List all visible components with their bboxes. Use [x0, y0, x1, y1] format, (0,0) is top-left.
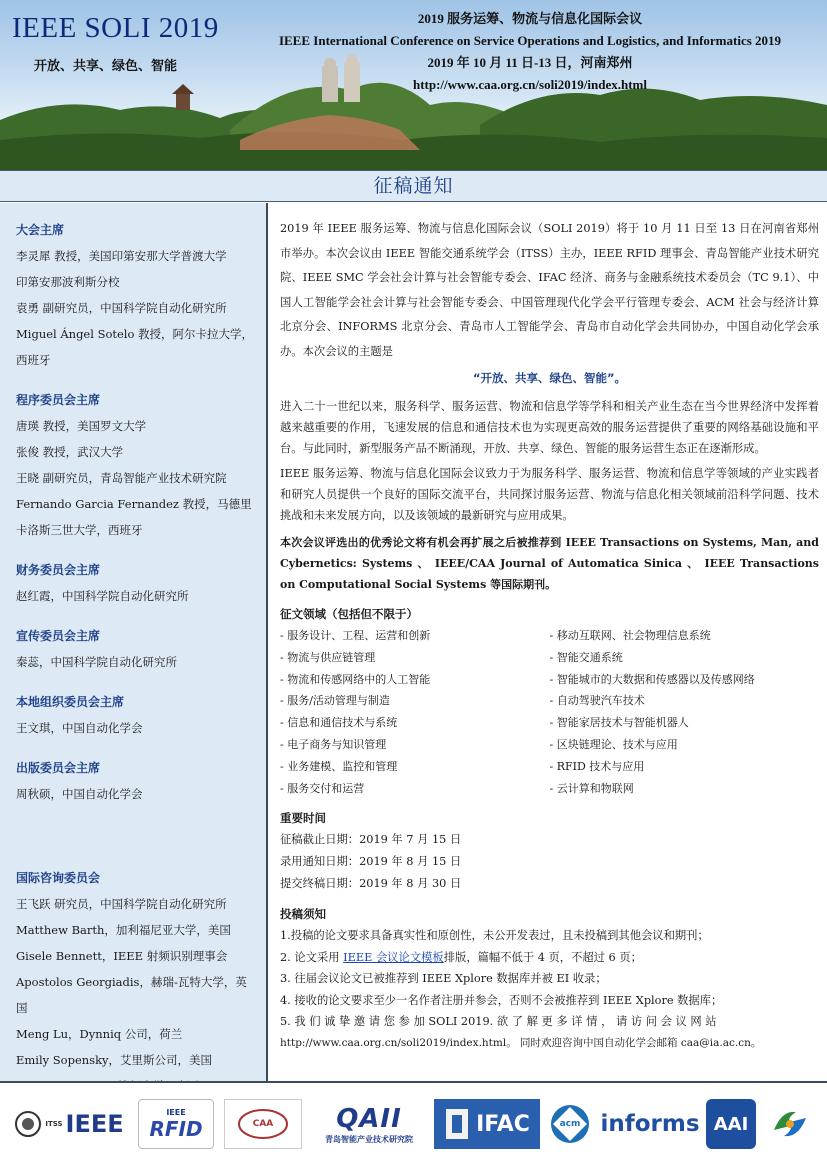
- conference-name-cn: 2019 服务运筹、物流与信息化国际会议: [417, 11, 643, 26]
- topics-column-right: [550, 625, 820, 799]
- advisory-committee-section: [16, 865, 258, 1099]
- spacer: [16, 821, 258, 865]
- topic-item: - 电子商务与知识管理: [280, 734, 550, 756]
- topics-column-left: [280, 625, 550, 799]
- topic-item: - 服务交付和运营: [280, 778, 550, 800]
- guideline-text: 排版，篇幅不低于 4 页，不超过 6 页；: [443, 950, 642, 964]
- background-paragraph: 进入二十一世纪以来，服务科学、服务运营、物流和信息学等学科和相关产业生态在当今世界经济中发挥着越来越重要的作用，飞速发展的信息和通信技术也为实现更高效的服务运营提供了重要的网络基础设施和平台。与此同时，新型服务产品不断涌现，开放、共享、绿色、智能的服务运营生态正在逐渐形成。: [280, 400, 819, 455]
- member-line: 袁勇 副研究员，中国科学院自动化研究所: [16, 301, 227, 315]
- topic-item: - 智能交通系统: [550, 647, 820, 669]
- topic-item: - 物流与供应链管理: [280, 647, 550, 669]
- qaii-subtitle: 青岛智能产业技术研究院: [325, 1134, 413, 1144]
- member-line: 王文琪，中国自动化学会: [16, 721, 143, 735]
- guideline-item: 1.投稿的论文要求具备真实性和原创性，未公开发表过，且未投稿到其他会议和期刊；: [280, 929, 709, 943]
- topic-item: - 移动互联网、社会物理信息系统: [550, 625, 820, 647]
- member-line: 赵红霞，中国科学院自动化研究所: [16, 589, 189, 603]
- ieee-wordmark: IEEE: [65, 1110, 124, 1138]
- conference-title: IEEE SOLI 2019: [12, 12, 219, 44]
- topic-item: - 云计算和物联网: [550, 778, 820, 800]
- itss-label: ITSS: [45, 1120, 63, 1128]
- member-line: Fernando Garcia Fernandez 教授，马德里: [16, 497, 252, 511]
- header-banner: [0, 0, 827, 170]
- aai-logo: [706, 1099, 756, 1149]
- member-line: Matthew Barth，加利福尼亚大学，美国: [16, 923, 231, 937]
- intro-paragraph: 2019 年 IEEE 服务运筹、物流与信息化国际会议（SOLI 2019）将于 10 月 11 日至 13 日在河南省郑州市举办。本次会议由 IEEE 智能交通系统学会（ITSS）主办，IEEE RFID 理事会、青岛智能产业技术研究院、IEEE SMC 学会社会计算与社会智能专委会、IFAC 经济、商务与金融系统技术委员会（TC 9.1）、中国人工智能学会社会计算与社会智能专委会、中国管理现代化学会平行管理专委会、ACM 社会与经济计算北京分会、INFORMS 北京分会、青岛市人工智能学会、青岛市自动化学会共同协办，中国自动化学会承办。本次会议的主题是: [280, 222, 819, 358]
- conference-date-location: 2019 年 10 月 11 日-13 日，河南郑州: [427, 55, 633, 70]
- qaii-wordmark: QAII: [336, 1103, 402, 1134]
- section-heading: 宣传委员会主席: [16, 629, 101, 643]
- member-line: Gisele Bennett，IEEE 射频识别理事会: [16, 949, 228, 963]
- member-line: 张俊 教授，武汉大学: [16, 445, 124, 459]
- call-for-papers-content: [270, 203, 827, 1081]
- member-line: 印第安那波利斯分校: [16, 275, 120, 289]
- notice-title: 征稿通知: [373, 175, 454, 197]
- member-line: 西班牙: [16, 353, 51, 367]
- conference-slogan: 开放、共享、绿色、智能: [34, 59, 178, 74]
- acm-label: acm: [559, 1119, 581, 1129]
- topic-item: - 自动驾驶汽车技术: [550, 690, 820, 712]
- guideline-item: 5. 我 们 诚 挚 邀 请 您 参 加 SOLI 2019. 欲 了 解 更 多 详 情 ， 请 访 问 会 议 网 站: [280, 1015, 717, 1029]
- guideline-item: [280, 947, 819, 969]
- date-item: 征稿截止日期：2019 年 7 月 15 日: [280, 833, 462, 847]
- section-heading: 程序委员会主席: [16, 393, 101, 407]
- itss-seal-icon: [14, 1110, 42, 1138]
- publicity-chair-section: [16, 623, 258, 675]
- acm-logo: [548, 1099, 592, 1149]
- publication-chair-section: [16, 755, 258, 807]
- ieee-rfid-logo: [138, 1099, 214, 1149]
- rfid-wordmark: RFID: [149, 1116, 203, 1141]
- sponsor-logos: [0, 1081, 827, 1169]
- ifac-emblem-icon: [444, 1107, 470, 1141]
- general-chairs-section: [16, 217, 258, 373]
- program-chairs-section: [16, 387, 258, 543]
- contact-line: http://www.caa.org.cn/soli2019/index.html。 同时欢迎咨询中国自动化学会邮箱 caa@ia.ac.cn。: [280, 1036, 762, 1049]
- member-line: 李灵犀 教授，美国印第安那大学普渡大学: [16, 249, 227, 263]
- member-line: 周秋硕，中国自动化学会: [16, 787, 143, 801]
- caa-logo: [224, 1099, 302, 1149]
- topics-heading: 征文领域（包括但不限于）: [280, 607, 418, 621]
- committee-sidebar: [0, 203, 268, 1081]
- date-item: 提交终稿日期：2019 年 8 月 30 日: [280, 877, 462, 891]
- notice-bar: [0, 170, 827, 202]
- section-heading: 大会主席: [16, 223, 65, 237]
- conference-name-en: IEEE International Conference on Service Operations and Logistics, and Informatics 2019: [278, 33, 782, 48]
- topic-item: - 智能家居技术与智能机器人: [550, 712, 820, 734]
- dates-heading: 重要时间: [280, 811, 326, 826]
- informs-logo: [600, 1099, 700, 1149]
- rfid-ieee-label: IEEE: [166, 1107, 186, 1117]
- section-heading: 出版委员会主席: [16, 761, 101, 775]
- finance-chair-section: [16, 557, 258, 609]
- topic-item: - 区块链理论、技术与应用: [550, 734, 820, 756]
- qaii-logo: [310, 1099, 428, 1149]
- guideline-item: 3. 往届会议论文已被推荐到 IEEE Xplore 数据库并被 EI 收录；: [280, 972, 607, 986]
- template-link[interactable]: IEEE 会议论文模板: [343, 950, 444, 964]
- topic-item: - 服务设计、工程、运营和创新: [280, 625, 550, 647]
- conference-url[interactable]: http://www.caa.org.cn/soli2019/index.html: [412, 77, 647, 92]
- topic-item: - RFID 技术与应用: [550, 756, 820, 778]
- member-line: 王飞跃 研究员，中国科学院自动化研究所: [16, 897, 227, 911]
- guidelines-heading: 投稿须知: [280, 907, 326, 922]
- member-line: 秦蕊，中国科学院自动化研究所: [16, 655, 177, 669]
- member-line: 王晓 副研究员，青岛智能产业技术研究院: [16, 471, 227, 485]
- section-heading: 本地组织委员会主席: [16, 695, 125, 709]
- date-item: 录用通知日期：2019 年 8 月 15 日: [280, 855, 462, 869]
- aai-wordmark: AAI: [713, 1113, 749, 1135]
- member-line: 卡洛斯三世大学，西班牙: [16, 523, 143, 537]
- topic-item: - 信息和通信技术与系统: [280, 712, 550, 734]
- guideline-item: 4. 接收的论文要求至少一名作者注册并参会，否则不会被推荐到 IEEE Xplore 数据库；: [280, 993, 723, 1007]
- topic-item: - 物流和传感网络中的人工智能: [280, 669, 550, 691]
- member-line: Apostolos Georgiadis，赫瑞-瓦特大学，英国: [16, 975, 247, 1015]
- conference-theme: “开放、共享、绿色、智能”。: [472, 371, 627, 385]
- guideline-text: 2. 论文采用: [280, 950, 344, 964]
- ifac-logo: [434, 1099, 540, 1149]
- section-heading: 国际咨询委员会: [16, 871, 101, 885]
- local-chair-section: [16, 689, 258, 741]
- purpose-paragraph: IEEE 服务运筹、物流与信息化国际会议致力于为服务科学、服务运营、物流和信息学等领域的产业实践者和研究人员提供一个良好的国际交流平台，共同探讨服务运营、物流与信息化相关领域前沿科学问题、技术挑战和未来发展方向，以及该领域的最新研究与应用成果。: [280, 467, 819, 522]
- member-line: Meng Lu，Dynniq 公司，荷兰: [16, 1027, 183, 1041]
- section-heading: 财务委员会主席: [16, 563, 101, 577]
- topic-item: - 业务建模、监控和管理: [280, 756, 550, 778]
- swirl-emblem-icon: [766, 1100, 814, 1148]
- ifac-wordmark: IFAC: [476, 1111, 530, 1137]
- ieee-itss-logo: [10, 1099, 128, 1149]
- member-line: Miguel Ángel Sotelo 教授，阿尔卡拉大学，: [16, 327, 254, 341]
- topic-item: - 服务/活动管理与制造: [280, 690, 550, 712]
- qingdao-automation-logo: [764, 1099, 816, 1149]
- member-line: Emily Sopensky，艾里斯公司，美国: [16, 1053, 213, 1067]
- topics-list: [280, 625, 819, 799]
- conference-info: [240, 8, 820, 96]
- caa-label: CAA: [252, 1119, 274, 1129]
- journal-recommendation: 本次会议评选出的优秀论文将有机会再扩展之后被推荐到 IEEE Transactions on Systems, Man, and Cybernetics: Systems 、 IEEE/CAA Journal of Automatica Sinica 、 IEEE Transactions on Computational Social Systems 等国际期刊。: [280, 536, 819, 591]
- informs-wordmark: informs: [600, 1111, 700, 1137]
- topic-item: - 智能城市的大数据和传感器以及传感网络: [550, 669, 820, 691]
- member-line: 唐瑛 教授，美国罗文大学: [16, 419, 147, 433]
